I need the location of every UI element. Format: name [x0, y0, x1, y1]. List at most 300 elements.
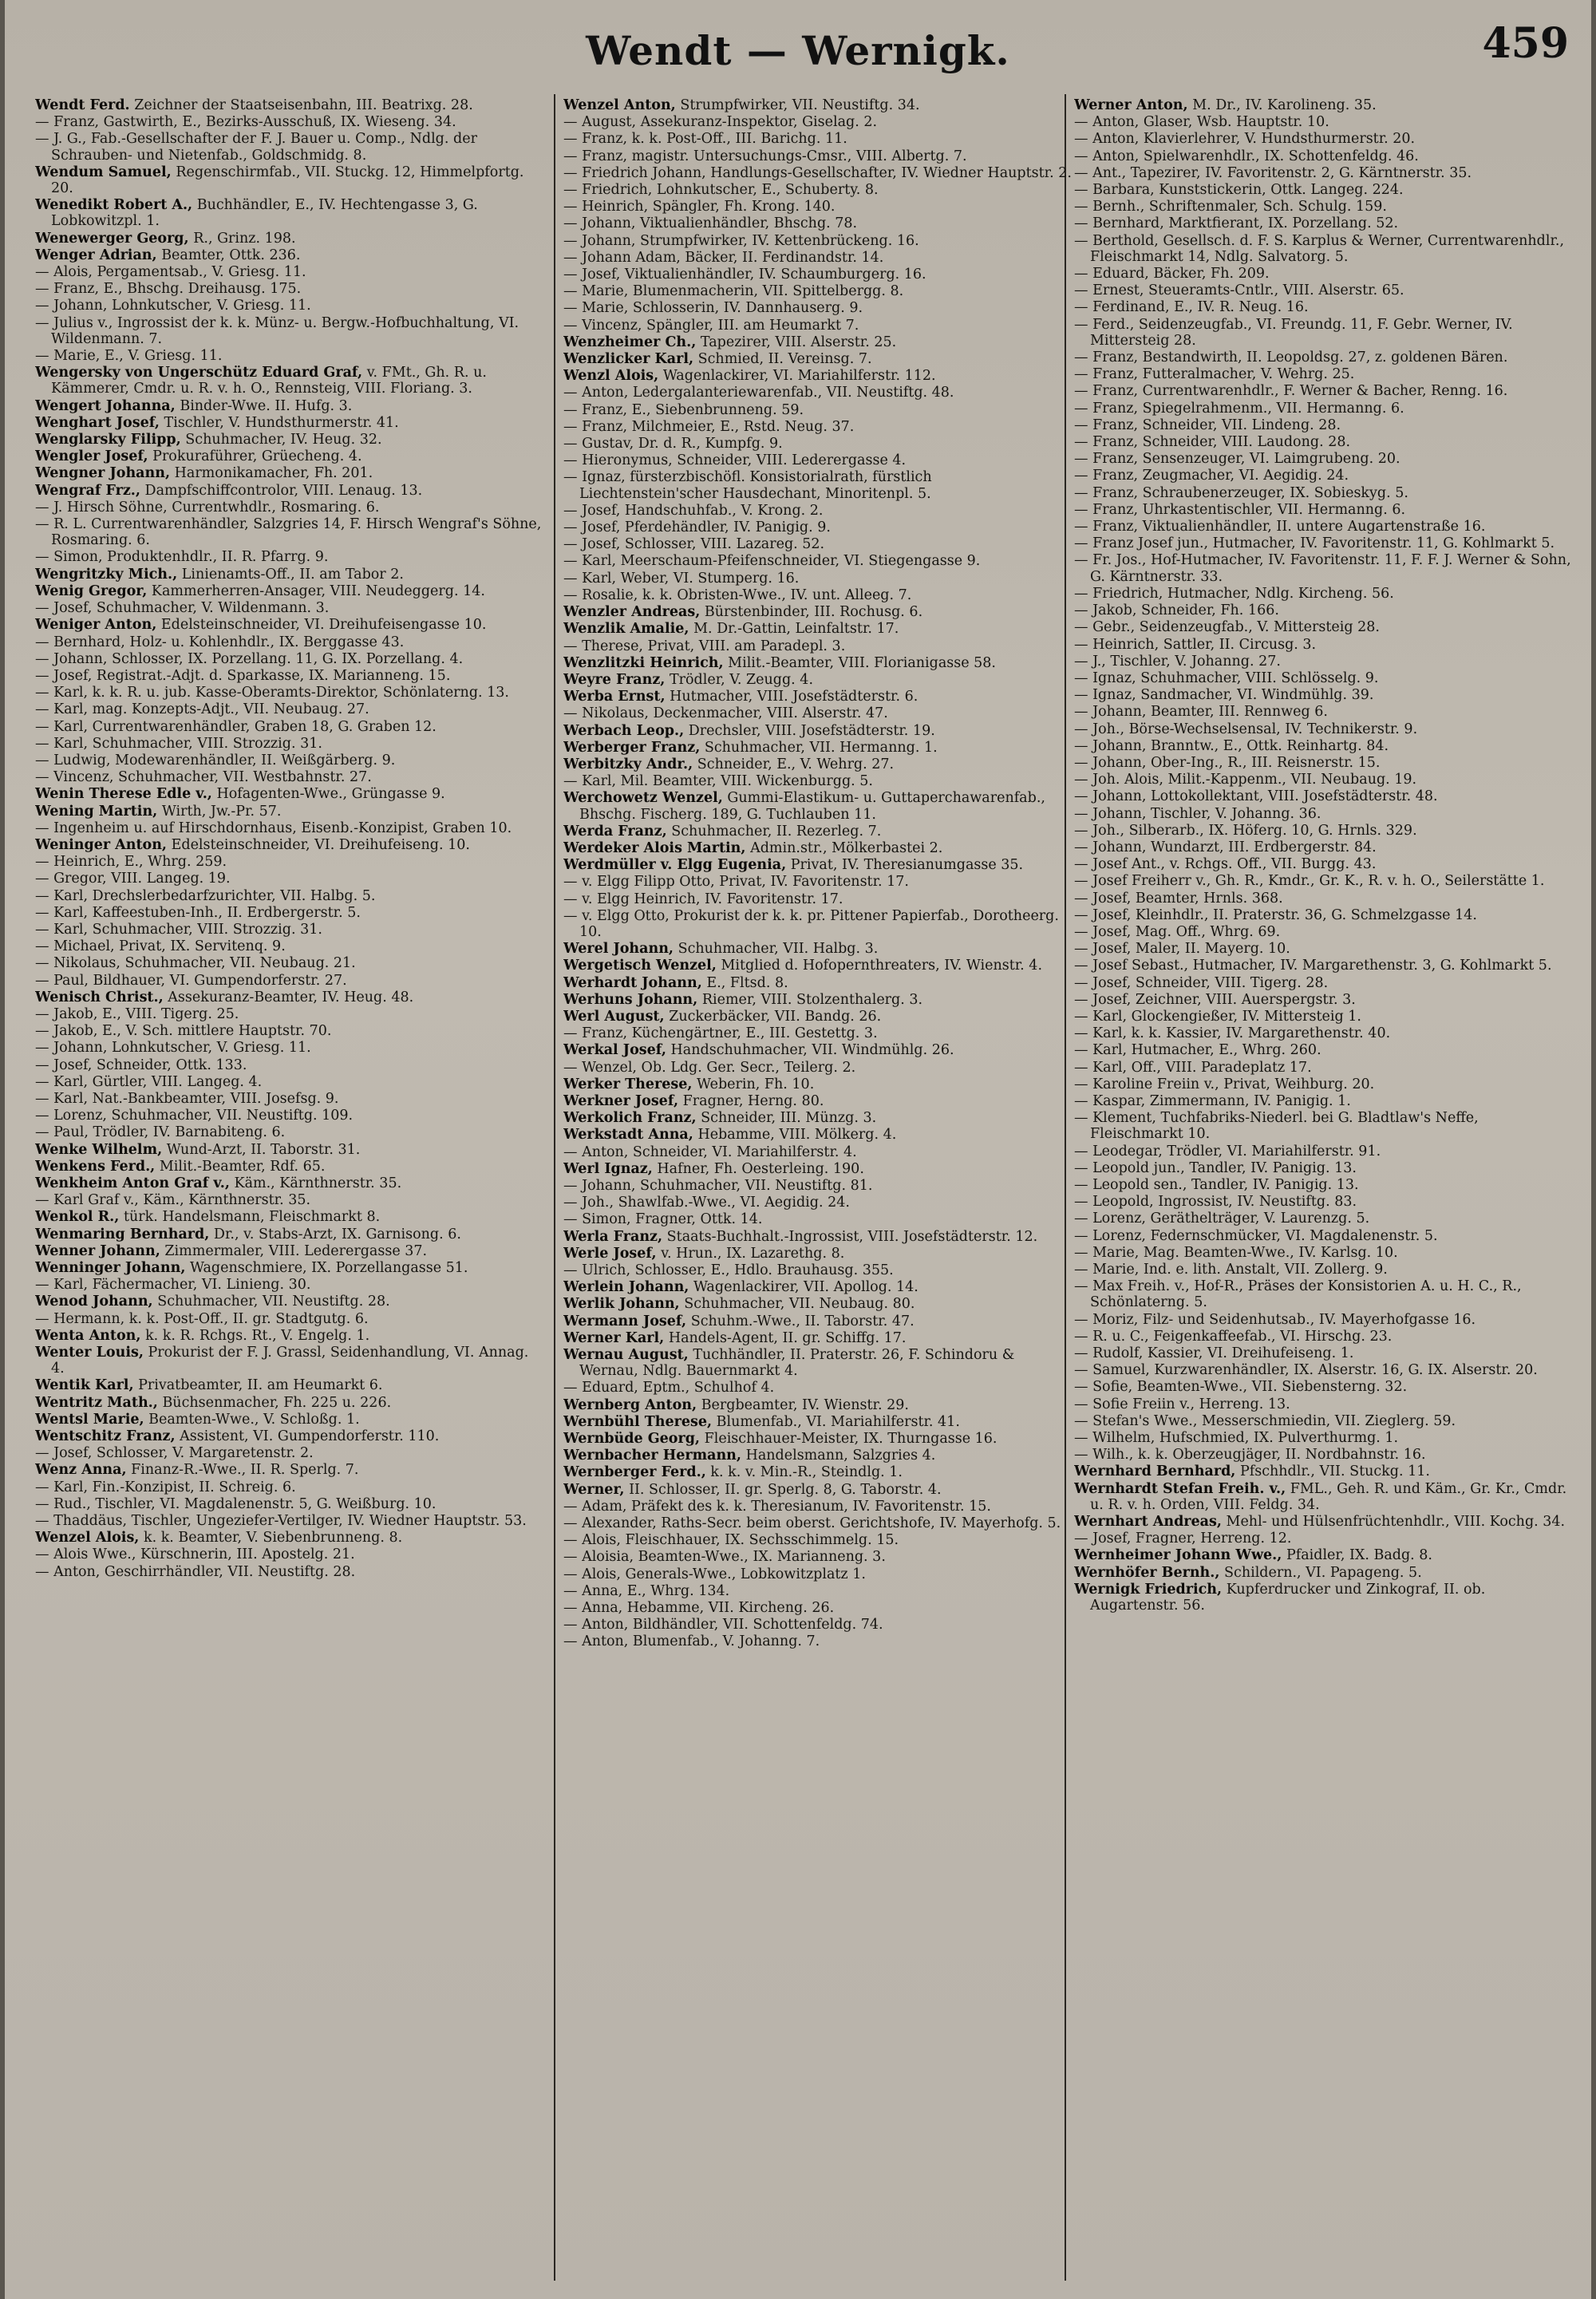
entry-name: Wenewerger Georg,: [35, 230, 189, 247]
directory-entry: [563, 1110, 1074, 1126]
entry-text: Schildern., VI. Papageng. 5.: [1224, 1564, 1422, 1581]
directory-entry: [563, 1583, 1074, 1599]
directory-entry: [35, 938, 546, 954]
directory-entry: [35, 315, 546, 347]
directory-entry: [35, 1546, 546, 1562]
directory-entry: [35, 281, 546, 297]
entry-name: Wenig Gregor,: [35, 583, 148, 599]
directory-entry: [563, 874, 1074, 890]
entry-text: türk. Handelsmann, Fleischmarkt 8.: [123, 1209, 381, 1226]
directory-entry: [1074, 1547, 1575, 1563]
directory-entry: [35, 1345, 546, 1377]
entry-text: — Ignaz, fürsterzbischöfl. Konsistorialrath, fürstlich Liechtenstein'scher Hausdechant, Minoritenpl. 5.: [563, 469, 932, 502]
directory-entry: [1074, 1042, 1575, 1058]
entry-name: Wendum Samuel,: [35, 164, 172, 180]
directory-entry: [1074, 1481, 1575, 1513]
entry-text: — Franz, Schneider, VII. Lindeng. 28.: [1074, 417, 1341, 433]
entry-text: — Karl, Glockengießer, IV. Mittersteig 1.: [1074, 1008, 1361, 1025]
directory-entry: [1074, 958, 1575, 974]
directory-entry: [35, 1040, 546, 1056]
entry-name: Wernberger Ferd.,: [563, 1464, 706, 1481]
entry-name: Wenger Adrian,: [35, 247, 157, 263]
entry-text: — Michael, Privat, IX. Servitenq. 9.: [35, 938, 286, 955]
directory-entry: [563, 1262, 1074, 1278]
directory-entry: [563, 436, 1074, 452]
entry-name: Wengler Josef,: [35, 448, 148, 465]
directory-entry: [35, 365, 546, 397]
directory-entry: [1074, 233, 1575, 265]
entry-text: — Ferd., Seidenzeugfab., VI. Freundg. 11, F. Gebr. Werner, IV. Mittersteig 28.: [1074, 316, 1513, 349]
entry-text: — Alois, Generals-Wwe., Lobkowitzplatz 1.: [563, 1566, 866, 1582]
entry-name: Wenkol R.,: [35, 1209, 120, 1226]
entry-text: — Franz Josef jun., Hutmacher, IV. Favoritenstr. 11, G. Kohlmarkt 5.: [1074, 535, 1555, 552]
directory-column-3: [1074, 97, 1575, 2284]
directory-entry: [35, 736, 546, 752]
directory-entry: [1074, 502, 1575, 518]
directory-entry: [35, 634, 546, 650]
directory-entry: [35, 1023, 546, 1039]
directory-entry: [563, 1617, 1074, 1633]
entry-text: — Johann, Wundarzt, III. Erdbergerstr. 84.: [1074, 839, 1377, 855]
entry-text: — Aloisia, Beamten-Wwe., IX. Marianneng. 3.: [563, 1549, 886, 1566]
directory-entry: [35, 247, 546, 263]
directory-entry: [563, 1076, 1074, 1092]
directory-entry: [563, 519, 1074, 535]
entry-text: — Karl, mag. Konzepts-Adjt., VII. Neubaug. 27.: [35, 701, 369, 718]
directory-entry: [1074, 1110, 1575, 1142]
entry-text: Privat, IV. Theresianumgasse 35.: [790, 857, 1024, 874]
directory-entry: [563, 553, 1074, 569]
directory-entry: [35, 905, 546, 921]
directory-entry: [1074, 856, 1575, 872]
directory-entry: [1074, 199, 1575, 215]
directory-entry: [35, 973, 546, 989]
directory-entry: [563, 148, 1074, 164]
directory-entry: [35, 1124, 546, 1140]
directory-entry: [1074, 485, 1575, 501]
directory-entry: [563, 655, 1074, 671]
entry-text: Zeichner der Staatseisenbahn, III. Beatrixg. 28.: [134, 97, 473, 113]
directory-entry: [1074, 823, 1575, 839]
entry-text: — Karl, k. k. R. u. jub. Kasse-Oberamts-Direktor, Schönlaterng. 13.: [35, 685, 509, 701]
entry-name: Werlik Johann,: [563, 1296, 680, 1313]
entry-text: — Jakob, Schneider, Fh. 166.: [1074, 602, 1279, 619]
directory-entry: [35, 1462, 546, 1478]
entry-text: Schuhmacher, VII. Hermanng. 1.: [704, 739, 938, 756]
entry-name: Wergetisch Wenzel,: [563, 958, 717, 974]
entry-name: Werberger Franz,: [563, 739, 701, 756]
entry-text: — Gregor, VIII. Langeg. 19.: [35, 871, 231, 887]
entry-text: — Bernhard, Marktfierant, IX. Porzellang. 52.: [1074, 215, 1399, 232]
entry-name: Weninger Anton,: [35, 836, 168, 853]
directory-entry: [35, 871, 546, 887]
directory-entry: [1074, 1228, 1575, 1244]
directory-entry: [35, 1311, 546, 1327]
directory-entry: [563, 215, 1074, 231]
directory-entry: [35, 1412, 546, 1428]
entry-text: — Stefan's Wwe., Messerschmiedin, VII. Zieglerg. 59.: [1074, 1412, 1456, 1429]
entry-text: Edelsteinschneider, VI. Dreihufeisengasse 10.: [160, 617, 487, 634]
directory-entry: [1074, 755, 1575, 771]
entry-text: — R. L. Currentwarenhändler, Salzgries 14, F. Hirsch Wengraf's Söhne, Rosmaring. 6.: [35, 516, 542, 549]
entry-name: Wenmaring Bernhard,: [35, 1226, 210, 1242]
directory-entry: [563, 1025, 1074, 1041]
entry-text: Assistent, VI. Gumpendorferstr. 110.: [180, 1428, 440, 1445]
entry-text: — Josef, Schuhmacher, V. Wildenmann. 3.: [35, 600, 330, 617]
entry-text: — Franz, magistr. Untersuchungs-Cmsr., VIII. Albertg. 7.: [563, 148, 967, 164]
entry-name: Weyre Franz,: [563, 671, 666, 688]
directory-entry: [563, 1482, 1074, 1498]
directory-entry: [563, 1414, 1074, 1430]
directory-entry: [35, 1564, 546, 1580]
directory-entry: [563, 1330, 1074, 1346]
directory-column-2: [563, 97, 1074, 2284]
entry-text: — Adam, Präfekt des k. k. Theresianum, IV. Favoritenstr. 15.: [563, 1498, 991, 1515]
directory-entry: [563, 740, 1074, 756]
entry-text: Wagenlackirer, VI. Mariahilferstr. 112.: [662, 368, 936, 385]
entry-text: — Anton, Ledergalanteriewarenfab., VII. Neustiftg. 48.: [563, 385, 954, 401]
entry-text: — Karl, Hutmacher, E., Whrg. 260.: [1074, 1042, 1321, 1059]
entry-text: — Lorenz, Federnschmücker, VI. Magdalenenstr. 5.: [1074, 1227, 1438, 1244]
entry-text: — Josef, Kleinhdlr., II. Praterstr. 36, G. Schmelzgasse 14.: [1074, 907, 1477, 923]
entry-text: — Anton, Schneider, VI. Mariahilferstr. 4.: [563, 1144, 857, 1160]
directory-entry: [1074, 687, 1575, 703]
entry-text: — Franz, Uhrkastentischler, VII. Hermanng. 6.: [1074, 501, 1406, 518]
directory-entry: [563, 1448, 1074, 1464]
directory-entry: [35, 1395, 546, 1411]
directory-entry: [1074, 654, 1575, 670]
directory-entry: [35, 1108, 546, 1124]
entry-text: — Anton, Klavierlehrer, V. Hundsthurmerstr. 20.: [1074, 131, 1416, 148]
directory-entry: [563, 1600, 1074, 1616]
entry-name: Wenke Wilhelm,: [35, 1141, 163, 1158]
entry-text: Schneider, III. Münzg. 3.: [701, 1110, 877, 1127]
entry-text: Beamter, Ottk. 236.: [161, 247, 301, 263]
entry-text: — Gustav, Dr. d. R., Kumpfg. 9.: [563, 436, 783, 452]
entry-name: Wernau August,: [563, 1347, 689, 1364]
entry-name: Wenner Johann,: [35, 1242, 160, 1259]
entry-text: — Joh. Alois, Milit.-Kappenm., VII. Neubaug. 19.: [1074, 772, 1417, 788]
entry-name: Wenzel Anton,: [563, 97, 676, 113]
directory-entry: [1074, 434, 1575, 450]
entry-text: — Bernh., Schriftenmaler, Sch. Schulg. 159.: [1074, 199, 1387, 215]
entry-text: — Franz, Küchengärtner, E., III. Gestettg. 3.: [563, 1025, 878, 1042]
directory-entry: [563, 857, 1074, 873]
directory-entry: [1074, 1531, 1575, 1546]
entry-text: — Wilh., k. k. Oberzeugjäger, II. Nordbahnstr. 16.: [1074, 1447, 1426, 1464]
directory-entry: [563, 233, 1074, 249]
entry-text: — Johann, Schlosser, IX. Porzellang. 11, G. IX. Porzellang. 4.: [35, 650, 464, 667]
directory-entry: [1074, 941, 1575, 957]
directory-entry: [563, 1195, 1074, 1211]
directory-entry: [563, 1211, 1074, 1227]
entry-text: — Heinrich, Spängler, Fh. Krong. 140.: [563, 199, 836, 215]
directory-entry: [35, 668, 546, 684]
directory-entry: [35, 298, 546, 314]
directory-entry: [35, 348, 546, 364]
entry-text: — Karl, Fin.-Konzipist, II. Schreig. 6.: [35, 1479, 296, 1495]
directory-entry: [563, 1178, 1074, 1194]
directory-entry: [563, 941, 1074, 957]
entry-text: — R. u. C., Feigenkaffeefab., VI. Hirschg. 23.: [1074, 1328, 1393, 1345]
directory-entry: [35, 719, 546, 735]
directory-entry: [1074, 1345, 1575, 1361]
entry-text: k. k. v. Min.-R., Steindlg. 1.: [710, 1464, 903, 1481]
directory-entry: [1074, 1329, 1575, 1345]
entry-text: — Ludwig, Modewarenhändler, II. Weißgärberg. 9.: [35, 752, 396, 768]
entry-text: Gummi-Elastikum- u. Guttaperchawarenfab., Bhschg. Fischerg. 189, G. Tuchlauben 11.: [579, 790, 1045, 823]
entry-text: — Vincenz, Spängler, III. am Heumarkt 7.: [563, 317, 859, 334]
directory-entry: [563, 587, 1074, 603]
directory-entry: [35, 131, 546, 163]
entry-text: Milit.-Beamter, VIII. Florianigasse 58.: [728, 654, 996, 671]
entry-name: Wenzl Alois,: [563, 368, 659, 385]
directory-entry: [35, 1377, 546, 1393]
entry-name: Wernhard Bernhard,: [1074, 1464, 1236, 1480]
entry-text: v. FMt., Gh. R. u. Kämmerer, Cmdr. u. R. v. h. O., Rennsteig, VIII. Floriang. 3.: [51, 365, 487, 397]
directory-entry: [563, 1566, 1074, 1582]
entry-name: Wengert Johanna,: [35, 397, 176, 414]
directory-entry: [1074, 417, 1575, 433]
entry-text: — Ant., Tapezirer, IV. Favoritenstr. 2, G. Kärntnerstr. 35.: [1074, 164, 1472, 181]
entry-text: — Eduard, Bäcker, Fh. 209.: [1074, 266, 1270, 282]
entry-name: Werkal Josef,: [563, 1042, 666, 1059]
entry-text: — Karl, Nat.-Bankbeamter, VIII. Josefsg. 9.: [35, 1090, 339, 1107]
entry-text: — Nikolaus, Deckenmacher, VIII. Alserstr. 47.: [563, 705, 888, 722]
directory-entry: [35, 685, 546, 701]
entry-text: M. Dr., IV. Karolineng. 35.: [1192, 97, 1377, 113]
entry-name: Wernigk Friedrich,: [1074, 1581, 1223, 1598]
directory-entry: [1074, 383, 1575, 399]
entry-text: — Ulrich, Schlosser, E., Hdlo. Brauhausg. 355.: [563, 1262, 894, 1279]
directory-entry: [1074, 317, 1575, 349]
entry-text: Handschuhmacher, VII. Windmühlg. 26.: [670, 1042, 954, 1059]
entry-text: Dr., v. Stabs-Arzt, IX. Garnisong. 6.: [213, 1226, 461, 1242]
entry-name: Wermann Josef,: [563, 1313, 687, 1329]
directory-entry: [35, 651, 546, 667]
directory-entry: [563, 1161, 1074, 1177]
directory-entry: [35, 567, 546, 583]
directory-entry: [1074, 992, 1575, 1008]
entry-name: Wentsl Marie,: [35, 1411, 144, 1428]
directory-entry: [35, 1227, 546, 1242]
entry-text: — Josef, Pferdehändler, IV. Panigig. 9.: [563, 519, 831, 536]
entry-text: Buchhändler, E., IV. Hechtengasse 3, G. Lobkowitzpl. 1.: [51, 197, 478, 230]
running-head: Wendt — Wernigk.: [586, 27, 1010, 74]
directory-entry: [563, 469, 1074, 501]
entry-text: — Johann, Lohnkutscher, V. Griesg. 11.: [35, 298, 311, 314]
entry-text: — Anna, Hebamme, VII. Kircheng. 26.: [563, 1600, 835, 1617]
entry-text: — J., Tischler, V. Johanng. 27.: [1074, 653, 1281, 670]
directory-entry: [1074, 1060, 1575, 1076]
entry-text: — Heinrich, Sattler, II. Circusg. 3.: [1074, 636, 1317, 653]
entry-text: Prokuraführer, Grüecheng. 4.: [152, 448, 362, 465]
entry-text: — Wenzel, Ob. Ldg. Ger. Secr., Teilerg. 2.: [563, 1059, 856, 1076]
entry-text: Bürstenbinder, III. Rochusg. 6.: [704, 604, 923, 621]
entry-text: — Eduard, Eptm., Schulhof 4.: [563, 1380, 775, 1396]
directory-entry: [1074, 1245, 1575, 1261]
entry-text: II. Schlosser, II. gr. Sperlg. 8, G. Taborstr. 4.: [629, 1481, 942, 1498]
directory-entry: [1074, 1379, 1575, 1395]
directory-entry: [35, 1074, 546, 1090]
entry-text: Wagenlackirer, VII. Apollog. 14.: [693, 1279, 918, 1296]
directory-entry: [35, 1006, 546, 1022]
entry-name: Wernbüde Georg,: [563, 1431, 701, 1448]
entry-text: — Marie, Blumenmacherin, VII. Spittelbergg. 8.: [563, 283, 904, 300]
entry-name: Wentschitz Franz,: [35, 1428, 176, 1445]
directory-entry: [1074, 468, 1575, 484]
entry-name: Wenz Anna,: [35, 1462, 127, 1479]
entry-text: — Berthold, Gesellsch. d. F. S. Karplus & Werner, Currentwarenhdlr., Fleischmarkt 14, Ndlg. Salvatorg. 5.: [1074, 232, 1565, 265]
entry-text: — Franz, Viktualienhändler, II. untere Augartenstraße 16.: [1074, 519, 1486, 535]
directory-entry: [1074, 1413, 1575, 1429]
entry-text: — Leopold, Ingrossist, IV. Neustiftg. 83.: [1074, 1194, 1357, 1211]
entry-name: Werda Franz,: [563, 823, 667, 839]
directory-entry: [563, 638, 1074, 654]
directory-entry: [1074, 873, 1575, 889]
entry-text: — Gebr., Seidenzeugfab., V. Mittersteig 28.: [1074, 619, 1380, 636]
directory-entry: [563, 824, 1074, 839]
directory-entry: [563, 891, 1074, 907]
entry-name: Wernheimer Johann Wwe.,: [1074, 1547, 1282, 1564]
directory-entry: [563, 318, 1074, 334]
directory-entry: [35, 922, 546, 938]
directory-entry: [35, 990, 546, 1005]
directory-entry: [563, 621, 1074, 637]
directory-entry: [563, 267, 1074, 282]
directory-entry: [1074, 637, 1575, 653]
entry-text: Bergbeamter, IV. Wienstr. 29.: [701, 1396, 909, 1413]
entry-name: Wenzlik Amalie,: [563, 621, 689, 638]
entry-text: — Josef Ant., v. Rchgs. Off., VII. Burgg. 43.: [1074, 856, 1377, 873]
entry-text: Mehl- und Hülsenfrüchtenhdlr., VIII. Kochg. 34.: [1226, 1514, 1566, 1531]
directory-entry: [35, 753, 546, 768]
entry-text: k. k. Beamter, V. Siebenbrunneng. 8.: [143, 1530, 403, 1546]
entry-text: Schuhmacher, VII. Neustiftg. 28.: [157, 1294, 390, 1310]
directory-entry: [563, 1313, 1074, 1329]
entry-name: Werchowetz Wenzel,: [563, 790, 723, 807]
entry-text: — Franz, Schneider, VIII. Laudong. 28.: [1074, 434, 1351, 451]
directory-entry: [35, 1445, 546, 1461]
directory-entry: [35, 465, 546, 481]
directory-entry: [1074, 148, 1575, 164]
entry-name: Wengraf Frz.,: [35, 482, 140, 499]
directory-entry: [1074, 266, 1575, 282]
directory-entry: [563, 1279, 1074, 1295]
directory-entry: [1074, 451, 1575, 467]
directory-entry: [1074, 1362, 1575, 1378]
entry-text: — Josef, Schneider, Ottk. 133.: [35, 1057, 247, 1073]
entry-text: — Fr. Jos., Hof-Hutmacher, IV. Favoritenstr. 11, F. F. J. Werner & Sohn, G. Kärntnerstr. 33.: [1074, 552, 1571, 585]
entry-text: R., Grinz. 198.: [193, 230, 296, 247]
entry-text: Wagenschmiere, IX. Porzellangasse 51.: [190, 1260, 468, 1277]
directory-entry: [35, 837, 546, 853]
directory-entry: [563, 283, 1074, 299]
directory-entry: [35, 500, 546, 515]
entry-text: — Thaddäus, Tischler, Ungeziefer-Vertilger, IV. Wiedner Hauptstr. 53.: [35, 1513, 527, 1530]
entry-text: Strumpfwirker, VII. Neustiftg. 34.: [680, 97, 920, 113]
directory-entry: [563, 385, 1074, 401]
directory-entry: [35, 888, 546, 904]
entry-text: — Leopold sen., Tandler, IV. Panigig. 13.: [1074, 1177, 1359, 1193]
entry-text: Kammerherren-Ansager, VIII. Neudeggerg. 14.: [151, 583, 485, 599]
entry-text: Schneider, E., V. Wehrg. 27.: [697, 756, 895, 772]
directory-entry: [35, 398, 546, 414]
directory-entry: [563, 773, 1074, 789]
directory-entry: [1074, 97, 1575, 113]
entry-text: Regenschirmfab., VII. Stuckg. 12, Himmelpfortg. 20.: [51, 164, 524, 197]
entry-text: — Johann, Beamter, III. Rennweg 6.: [1074, 704, 1328, 721]
entry-text: — J. Hirsch Söhne, Currentwhdlr., Rosmaring. 6.: [35, 499, 380, 515]
directory-entry: [563, 604, 1074, 620]
entry-text: Käm., Kärnthnerstr. 35.: [234, 1175, 402, 1191]
entry-text: v. Hrun., IX. Lazarethg. 8.: [661, 1245, 845, 1262]
directory-entry: [563, 975, 1074, 991]
entry-text: Schuhmacher, VII. Halbg. 3.: [678, 941, 879, 958]
entry-text: Handels-Agent, II. gr. Schiffg. 17.: [668, 1329, 907, 1346]
directory-entry: [563, 1464, 1074, 1480]
entry-text: — Anton, Geschirrhändler, VII. Neustiftg. 28.: [35, 1563, 356, 1580]
entry-text: — Barbara, Kunststickerin, Ottk. Langeg. 224.: [1074, 182, 1404, 199]
entry-text: Mitglied d. Hofopernthreaters, IV. Wienstr. 4.: [721, 958, 1043, 974]
entry-text: Milit.-Beamter, Rdf. 65.: [159, 1158, 326, 1175]
directory-entry: [563, 1246, 1074, 1262]
entry-text: — Josef, Fragner, Herreng. 12.: [1074, 1531, 1292, 1547]
directory-entry: [1074, 552, 1575, 584]
entry-name: Wenzel Alois,: [35, 1530, 140, 1546]
entry-text: Dampfschiffcontrolor, VIII. Lenaug. 13.: [144, 482, 423, 499]
directory-entry: [1074, 401, 1575, 417]
entry-text: — Johann, Lottokollektant, VIII. Josefstädterstr. 48.: [1074, 788, 1438, 805]
directory-entry: [35, 448, 546, 464]
entry-name: Werkstadt Anna,: [563, 1127, 693, 1144]
entry-text: Beamten-Wwe., V. Schloßg. 1.: [148, 1411, 360, 1428]
entry-text: — Franz, Schraubenerzeuger, IX. Sobieskyg. 5.: [1074, 484, 1408, 501]
entry-text: E., Fltsd. 8.: [706, 974, 788, 991]
directory-entry: [1074, 738, 1575, 754]
directory-entry: [1074, 1464, 1575, 1479]
entry-name: Werel Johann,: [563, 941, 674, 958]
entry-name: Werba Ernst,: [563, 689, 666, 705]
directory-entry: [563, 1009, 1074, 1025]
entry-text: — Julius v., Ingrossist der k. k. Münz- u. Bergw.-Hofbuchhaltung, VI. Wildenmann. 7.: [35, 314, 519, 347]
directory-entry: [35, 1142, 546, 1158]
entry-text: Schuhm.-Wwe., II. Taborstr. 47.: [690, 1313, 915, 1329]
entry-text: Finanz-R.-Wwe., II. R. Sperlg. 7.: [131, 1462, 359, 1479]
entry-text: — Franz, Futteralmacher, V. Wehrg. 25.: [1074, 366, 1355, 383]
entry-text: — Johann, Schuhmacher, VII. Neustiftg. 81.: [563, 1178, 873, 1194]
directory-entry: [1074, 366, 1575, 382]
entry-text: — Marie, E., V. Griesg. 11.: [35, 348, 223, 365]
directory-entry: [35, 264, 546, 280]
entry-text: — v. Elgg Heinrich, IV. Favoritenstr. 17.: [563, 891, 843, 907]
directory-entry: [563, 165, 1074, 181]
entry-text: — Ignaz, Sandmacher, VI. Windmühlg. 39.: [1074, 687, 1374, 704]
entry-name: Werbach Leop.,: [563, 722, 685, 739]
directory-entry: [563, 131, 1074, 147]
entry-text: — Bernhard, Holz- u. Kohlenhdlr., IX. Berggasse 43.: [35, 634, 405, 650]
entry-name: Werdeker Alois Martin,: [563, 839, 746, 856]
entry-text: — Therese, Privat, VIII. am Paradepl. 3.: [563, 638, 846, 654]
directory-entry: [35, 114, 546, 130]
entry-text: — Johann Adam, Bäcker, II. Ferdinandstr. 14.: [563, 249, 884, 266]
directory-entry: [35, 1243, 546, 1259]
directory-entry: [1074, 975, 1575, 991]
entry-name: Wenod Johann,: [35, 1294, 153, 1310]
directory-entry: [563, 571, 1074, 587]
directory-entry: [1074, 1565, 1575, 1581]
entry-name: Werkner Josef,: [563, 1092, 679, 1109]
